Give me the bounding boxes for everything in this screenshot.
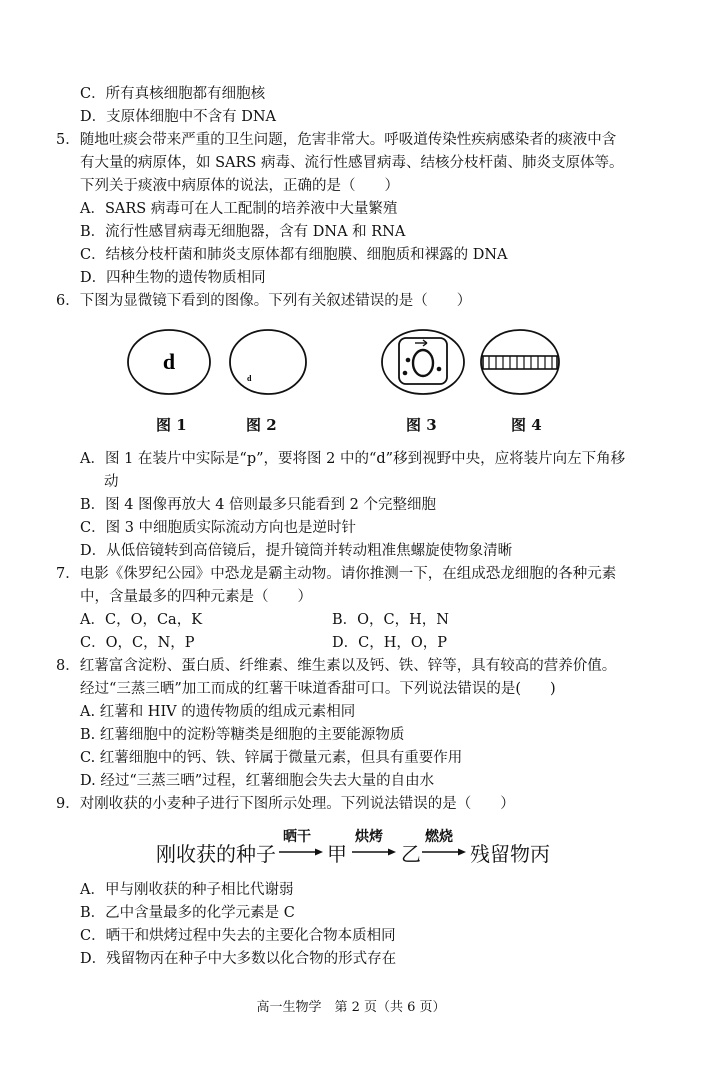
figure-4-label: 图 4 bbox=[511, 416, 542, 434]
q5-stem-cont1: 有大量的病原体，如 SARS 病毒、流行性感冒病毒、结核分枝杆菌、肺炎支原体等。 bbox=[80, 155, 624, 171]
q8-stem: 8．红薯富含淀粉、蛋白质、纤维素、维生素以及钙、铁、锌等，具有较高的营养价值。 bbox=[56, 658, 617, 674]
figure-2-letter: d bbox=[247, 374, 252, 383]
q6-stem: 6．下图为显微镜下看到的图像。下列有关叙述错误的是（ ） bbox=[56, 293, 472, 309]
flow-arrow-2 bbox=[351, 847, 397, 857]
q5-option-d: D．四种生物的遗传物质相同 bbox=[80, 270, 266, 286]
q7-option-d: D．C，H，O，P bbox=[332, 635, 448, 651]
flow-end: 残留物丙 bbox=[470, 842, 550, 866]
q6-option-a: A．图 1 在装片中实际是“p”，要将图 2 中的“d”移到视野中央，应将装片向左下角移 bbox=[80, 451, 626, 467]
flow-step2-label: 烘烤 bbox=[355, 829, 383, 845]
q5-stem: 5．随地吐痰会带来严重的卫生问题，危害非常大。呼吸道传染性疾病感染者的痰液中含 bbox=[56, 132, 617, 148]
q8-stem-cont: 经过“三蒸三晒”加工而成的红薯干味道香甜可口。下列说法错误的是( ) bbox=[80, 681, 556, 697]
figure-2-ellipse bbox=[227, 327, 309, 397]
q5-stem-cont2: 下列关于痰液中病原体的说法，正确的是（ ） bbox=[80, 178, 399, 194]
q7-option-b: B．O，C，H，N bbox=[332, 612, 449, 628]
flow-step1-label: 晒干 bbox=[283, 829, 311, 845]
q7-stem-cont: 中，含量最多的四种元素是（ ） bbox=[80, 589, 312, 605]
q8-option-a: A. 红薯和 HIV 的遗传物质的组成元素相同 bbox=[80, 704, 356, 720]
q7-option-c: C．O，C，N，P bbox=[80, 635, 195, 651]
q9-stem: 9．对刚收获的小麦种子进行下图所示处理。下列说法错误的是（ ） bbox=[56, 796, 515, 812]
q7-stem: 7．电影《侏罗纪公园》中恐龙是霸主动物。请你推测一下，在组成恐龙细胞的各种元素 bbox=[56, 566, 617, 582]
flow-step3-label: 燃烧 bbox=[425, 829, 453, 845]
q6-option-c: C．图 3 中细胞质实际流动方向也是逆时针 bbox=[80, 520, 357, 536]
q6-option-b: B．图 4 图像再放大 4 倍则最多只能看到 2 个完整细胞 bbox=[80, 497, 436, 513]
figure-1-letter: d bbox=[162, 349, 176, 374]
q4-option-d: D．支原体细胞中不含有 DNA bbox=[80, 109, 277, 125]
page-footer: 高一生物学 第 2 页（共 6 页） bbox=[256, 1000, 446, 1015]
q8-option-b: B. 红薯细胞中的淀粉等糖类是细胞的主要能源物质 bbox=[80, 727, 405, 743]
figure-3-cell bbox=[379, 327, 467, 397]
q9-option-c: C．晒干和烘烤过程中失去的主要化合物本质相同 bbox=[80, 928, 396, 944]
q5-option-c: C．结核分枝杆菌和肺炎支原体都有细胞膜、细胞质和裸露的 DNA bbox=[80, 247, 508, 263]
q5-option-a: A．SARS 病毒可在人工配制的培养液中大量繁殖 bbox=[80, 201, 398, 217]
q4-option-c: C．所有真核细胞都有细胞核 bbox=[80, 86, 266, 102]
q7-option-a: A．C，O，Ca，K bbox=[80, 612, 203, 628]
q8-option-d: D. 经过“三蒸三晒”过程，红薯细胞会失去大量的自由水 bbox=[80, 773, 435, 789]
q5-option-b: B．流行性感冒病毒无细胞器，含有 DNA 和 RNA bbox=[80, 224, 406, 240]
flow-intermediate-1: 甲 bbox=[327, 842, 347, 866]
flow-intermediate-2: 乙 bbox=[401, 842, 421, 866]
flow-arrow-1 bbox=[278, 847, 324, 857]
q9-option-b: B．乙中含量最多的化学元素是 C bbox=[80, 905, 295, 921]
q9-option-a: A．甲与刚收获的种子相比代谢弱 bbox=[80, 882, 294, 898]
figure-3-label: 图 3 bbox=[406, 416, 437, 434]
q6-option-a-cont: 动 bbox=[104, 474, 119, 490]
figure-4-cells bbox=[478, 327, 562, 397]
flow-arrow-3 bbox=[421, 847, 467, 857]
figure-2-label: 图 2 bbox=[246, 416, 277, 434]
q6-option-d: D．从低倍镜转到高倍镜后，提升镜筒并转动粗准焦螺旋使物象清晰 bbox=[80, 543, 513, 559]
flow-start: 刚收获的种子 bbox=[156, 842, 276, 866]
figure-1-ellipse bbox=[125, 327, 213, 397]
figure-1-label: 图 1 bbox=[156, 416, 187, 434]
q8-option-c: C. 红薯细胞中的钙、铁、锌属于微量元素，但具有重要作用 bbox=[80, 750, 463, 766]
q9-option-d: D．残留物丙在种子中大多数以化合物的形式存在 bbox=[80, 951, 397, 967]
